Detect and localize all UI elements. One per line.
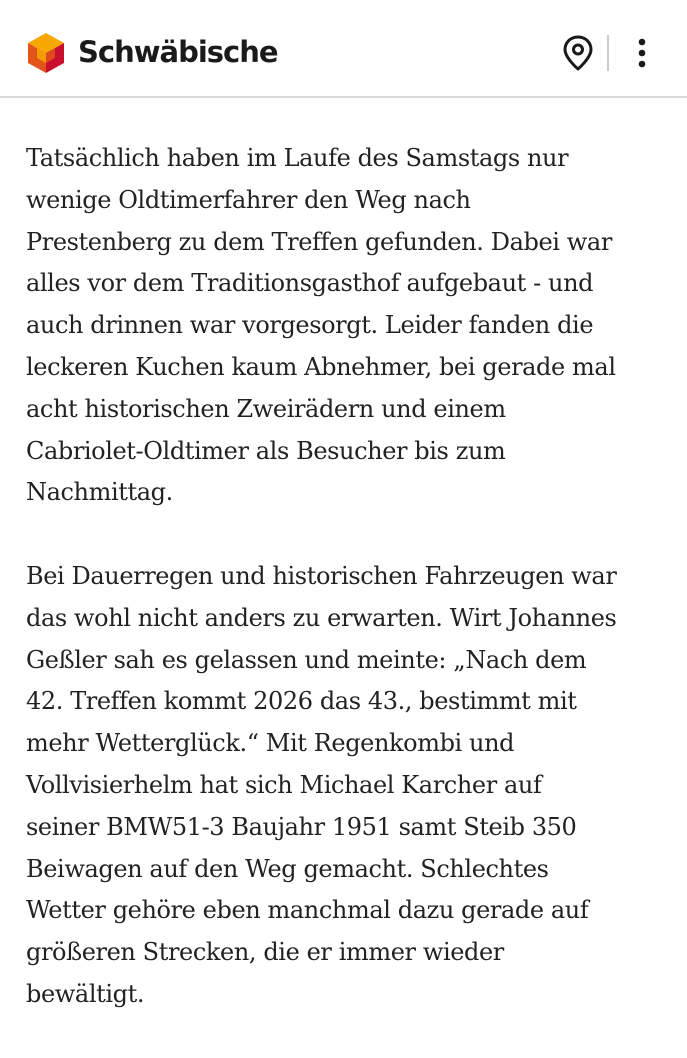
- header-divider: [607, 35, 609, 71]
- article-paragraph: Tatsächlich haben im Laufe des Samstags nur wenige Oldtimerfahrer den Weg nach Prestenberg zu dem Treffen gefunden. Dabei war alles vor dem Traditionsgasthof aufgebaut - und auch drinnen war vorgesorgt. Leider fanden die leckeren Kuchen kaum Abnehmer, bei gerade mal acht historischen Zweirädern und einem Cabriolet-Oldtimer als Besucher bis zum Nachmittag.: [26, 144, 616, 507]
- article-body: [26, 138, 671, 1058]
- article-paragraph: Bei Dauerregen und historischen Fahrzeugen war das wohl nicht anders zu erwarten. Wirt Johannes Geßler sah es gelassen und meinte: „Nach dem 42. Treffen kommt 2026 das 43., bestimmt mit mehr Wetterglück.“ Mit Regenkombi und Vollvisierhelm hat sich Michael Karcher auf seiner BMW51-3 Baujahr 1951 samt Steib 350 Beiwagen auf den Weg gemacht. Schlechtes Wetter gehöre eben manchmal dazu gerade auf größeren Strecken, die er immer wieder bewältigt.: [26, 561, 617, 1008]
- schwaebische-logo-icon[interactable]: [26, 32, 66, 74]
- more-vertical-icon[interactable]: [626, 33, 658, 73]
- brand-name[interactable]: Schwäbische: [78, 35, 278, 69]
- top-bar: [0, 0, 687, 98]
- map-pin-icon[interactable]: [560, 33, 596, 73]
